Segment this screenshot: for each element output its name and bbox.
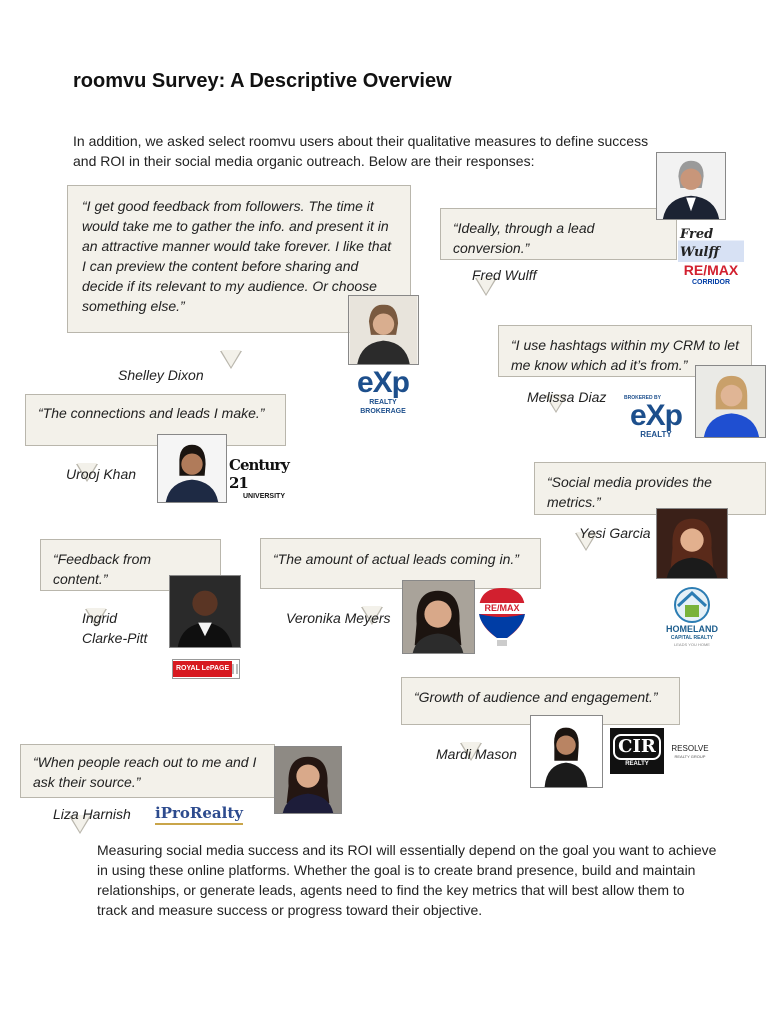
author-photo [402,580,475,654]
hot-air-balloon-icon [475,586,529,650]
exp-realty-logo: eXp REALTY BROKERAGE [356,366,410,415]
quote-text: “When people reach out to me and I ask their source.” [33,754,257,790]
author-photo [656,152,726,220]
quote-text: “I use hashtags within my CRM to let me know which ad it’s from.” [511,337,739,373]
closing-paragraph: Measuring social media success and its ROI will essentially depend on the goal you want to achieve in using these online platforms. Whether the goal is to create brand presence, build and maintain relationships, or generate leads, agents need to find the key metrics that will best allow them to track and measure success or progress toward their objective. [97,842,717,918]
house-icon [669,584,715,624]
author-name: Mardi Mason [436,746,517,762]
author-photo [348,295,419,365]
page-title: roomvu Survey: A Descriptive Overview [73,70,452,92]
author-name: Veronika Meyers [286,610,391,626]
quote-text: “The connections and leads I make.” [38,405,265,421]
quote-bubble-veronika [260,538,541,589]
cir-realty-logo: CIR REALTY [610,728,664,774]
quote-bubble-urooj [25,394,286,446]
logo-stripes [232,664,239,674]
author-photo [656,508,728,579]
quote-bubble-fred [440,208,677,260]
author-name: Shelley Dixon [118,367,204,383]
remax-balloon-logo: RE/MAX [474,585,530,651]
author-name: Ingrid Clarke-Pitt [82,610,148,646]
intro-paragraph: In addition, we asked select roomvu users about their qualitative measures to define success and ROI in their social media organic outreach. Below are their responses: [73,133,649,169]
author-photo [157,434,227,503]
author-name: Melissa Diaz [527,389,607,405]
author-photo [530,715,603,788]
author-photo [274,746,342,814]
quote-text: “Feedback from content.” [53,551,152,587]
author-name: Liza Harnish [53,806,131,822]
homeland-capital-realty-logo: HOMELAND CAPITAL REALTY LEADS YOU HOME [655,580,729,652]
quote-text: “Social media provides the metrics.” [547,474,712,510]
royal-lepage-logo: ROYAL LePAGE [172,659,240,679]
century21-logo: Century 21 UNIVERSITY [229,456,289,500]
author-name: Yesi Garcia [579,525,651,541]
exp-realty-logo: BROKERED BY eXp REALTY [624,395,683,439]
author-photo [169,575,241,648]
author-photo [695,365,766,438]
resolve-realty-logo: RESOLVE REALTY GROUP [671,743,709,759]
remax-corridor-logo: Fred Wulff RE/MAX CORRIDOR [678,228,744,284]
author-name: Fred Wulff [472,267,537,283]
iprorealty-logo: iProRealty [160,800,238,828]
quote-text: “I get good feedback from followers. The time it would take me to gather the info. and present it in an attractive manner would take forever. I like that I can preview the content before sharing and decide if its relevant to my audience. Or choose something else.” [82,198,392,314]
author-name: Urooj Khan [66,466,137,482]
quote-text: “The amount of actual leads coming in.” [273,551,519,567]
quote-text: “Growth of audience and engagement.” [414,689,658,705]
quote-bubble-liza [20,744,275,798]
quote-bubble-yesi [534,462,766,515]
quote-text: “Ideally, through a lead conversion.” [453,220,595,256]
